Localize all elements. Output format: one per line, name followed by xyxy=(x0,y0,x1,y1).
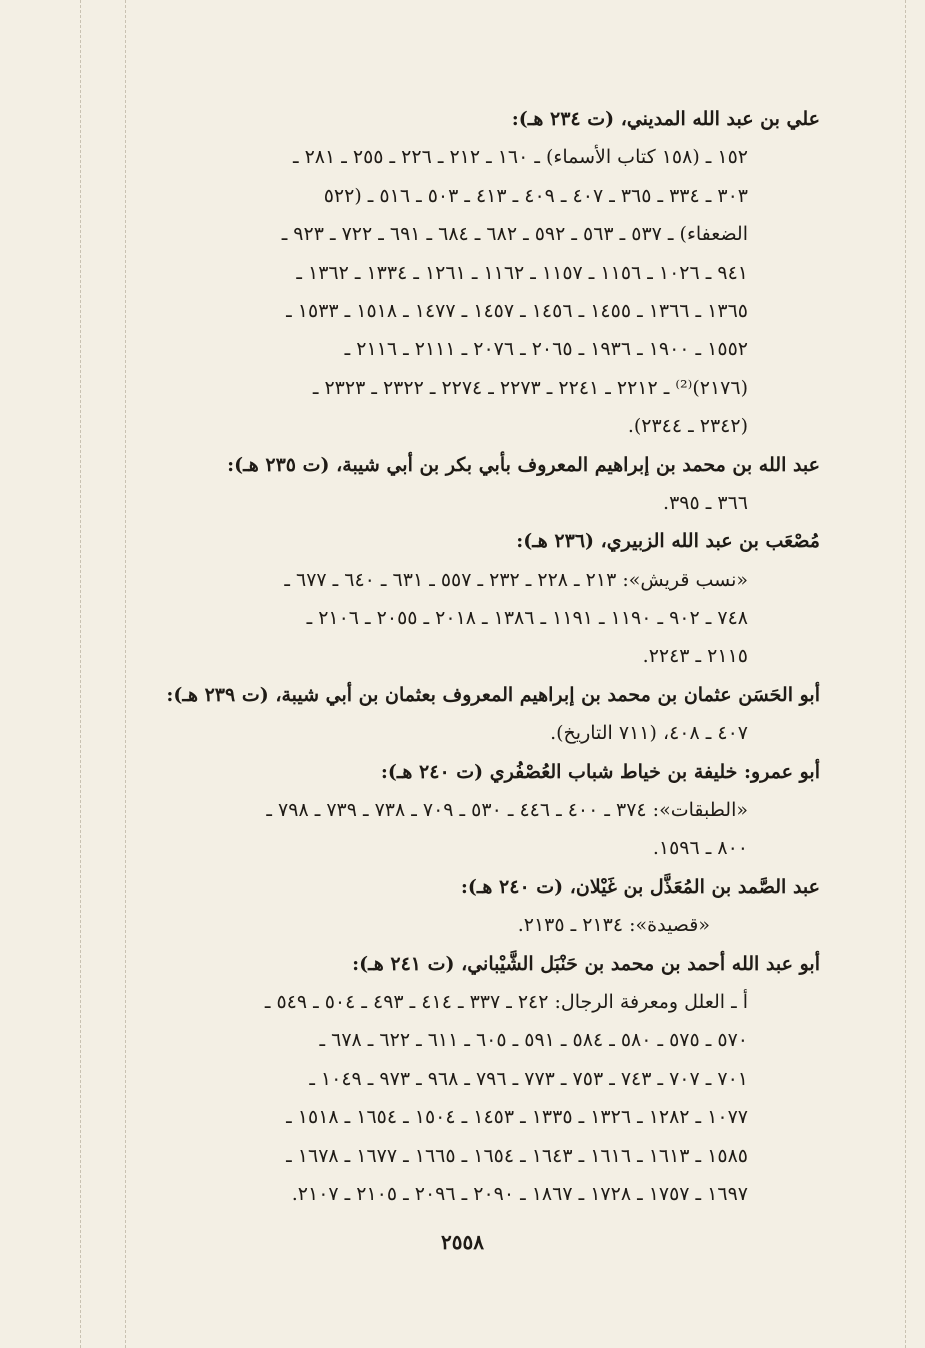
entry-heading: أبو الحَسَن عثمان بن محمد بن إبراهيم المعروف بعثمان بن أبي شيبة، (ت ٢٣٩ هـ): xyxy=(166,683,820,706)
entry-line: «نسب قريش»: ٢١٣ ـ ٢٢٨ ـ ٢٣٢ ـ ٥٥٧ ـ ٦٣١ ـ ٦٤٠ ـ ٦٧٧ ـ xyxy=(284,568,748,591)
entry-heading: عبد الصَّمد بن المُعَذَّل بن غَيْلان، (ت ٢٤٠ هـ): xyxy=(460,875,820,898)
margin-rule-right xyxy=(905,0,906,1348)
entry-line: ٩٤١ ـ ١٠٢٦ ـ ١١٥٦ ـ ١١٥٧ ـ ١١٦٢ ـ ١٢٦١ ـ ١٣٣٤ ـ ١٣٦٢ ـ xyxy=(296,261,748,284)
entry-heading: عبد الله بن محمد بن إبراهيم المعروف بأبي بكر بن أبي شيبة، (ت ٢٣٥ هـ): xyxy=(227,453,820,476)
entry-line: ١٥٢ ـ (١٥٨ كتاب الأسماء) ـ ١٦٠ ـ ٢١٢ ـ ٢٢٦ ـ ٢٥٥ ـ ٢٨١ ـ xyxy=(292,146,748,169)
entry-line: ١٣٦٥ ـ ١٣٦٦ ـ ١٤٥٥ ـ ١٤٥٦ ـ ١٤٥٧ ـ ١٤٧٧ ـ ١٥١٨ ـ ١٥٣٣ ـ xyxy=(286,299,748,322)
entry-line: ٧٠١ ـ ٧٠٧ ـ ٧٤٣ ـ ٧٥٣ ـ ٧٧٣ ـ ٧٩٦ ـ ٩٦٨ ـ ٩٧٣ ـ ١٠٤٩ ـ xyxy=(309,1067,748,1090)
entry-line: ١٥٨٥ ـ ١٦١٣ ـ ١٦١٦ ـ ١٦٤٣ ـ ١٦٥٤ ـ ١٦٦٥ ـ ١٦٧٧ ـ ١٦٧٨ ـ xyxy=(286,1144,748,1167)
entry-heading: أبو عبد الله أحمد بن محمد بن حَنْبَل الشَّيْباني، (ت ٢٤١ هـ): xyxy=(352,952,820,975)
entry-line: ٣٠٣ ـ ٣٣٤ ـ ٣٦٥ ـ ٤٠٧ ـ ٤٠٩ ـ ٤١٣ ـ ٥٠٣ ـ ٥١٦ ـ (٥٢٢ xyxy=(323,184,748,207)
page-number: ٢٥٥٨ xyxy=(441,1230,484,1254)
entry-heading: أبو عمرو: خليفة بن خياط شباب العُصْفُري (ت ٢٤٠ هـ): xyxy=(380,760,820,783)
entry-line: ٥٧٠ ـ ٥٧٥ ـ ٥٨٠ ـ ٥٨٤ ـ ٥٩١ ـ ٦٠٥ ـ ٦١١ ـ ٦٢٢ ـ ٦٧٨ ـ xyxy=(319,1029,748,1052)
entry-line: أ ـ العلل ومعرفة الرجال: ٢٤٢ ـ ٣٣٧ ـ ٤١٤ ـ ٤٩٣ ـ ٥٠٤ ـ ٥٤٩ ـ xyxy=(264,990,748,1013)
entry-line: ٢١١٥ ـ ٢٢٤٣. xyxy=(642,645,748,668)
entry-line: ٨٠٠ ـ ١٥٩٦. xyxy=(652,837,748,860)
entry-line: «قصيدة»: ٢١٣٤ ـ ٢١٣٥. xyxy=(517,914,710,937)
entry-line: (٢٣٤٢ ـ ٢٣٤٤). xyxy=(627,415,748,438)
margin-rule-left xyxy=(80,0,81,1348)
entry-line: «الطبقات»: ٣٧٤ ـ ٤٠٠ ـ ٤٤٦ ـ ٥٣٠ ـ ٧٠٩ ـ ٧٣٨ ـ ٧٣٩ ـ ٧٩٨ ـ xyxy=(266,799,748,822)
entry-line: ١٠٧٧ ـ ١٢٨٢ ـ ١٣٢٦ ـ ١٣٣٥ ـ ١٤٥٣ ـ ١٥٠٤ ـ ١٦٥٤ ـ ١٥١٨ ـ xyxy=(286,1106,748,1129)
entry-line: ٣٦٦ ـ ٣٩٥. xyxy=(663,491,748,514)
entry-line: الضعفاء) ـ ٥٣٧ ـ ٥٦٣ ـ ٥٩٢ ـ ٦٨٢ ـ ٦٨٤ ـ ٦٩١ ـ ٧٢٢ ـ ٩٢٣ ـ xyxy=(281,223,748,246)
entry-line: ١٥٥٢ ـ ١٩٠٠ ـ ١٩٣٦ ـ ٢٠٦٥ ـ ٢٠٧٦ ـ ٢١١١ ـ ٢١١٦ ـ xyxy=(344,338,748,361)
entry-line: ١٦٩٧ ـ ١٧٥٧ ـ ١٧٢٨ ـ ١٨٦٧ ـ ٢٠٩٠ ـ ٢٠٩٦ ـ ٢١٠٥ ـ ٢١٠٧. xyxy=(291,1182,748,1205)
entry-line: ٤٠٧ ـ ٤٠٨، (٧١١ التاريخ). xyxy=(550,722,748,745)
entry-heading: مُصْعَب بن عبد الله الزبيري، (٢٣٦ هـ): xyxy=(516,530,820,553)
index-page xyxy=(110,100,820,1213)
entry-line: (٢١٧٦)⁽²⁾ ـ ٢٢١٢ ـ ٢٢٤١ ـ ٢٢٧٣ ـ ٢٢٧٤ ـ ٢٣٢٢ ـ ٢٣٢٣ ـ xyxy=(312,376,748,399)
entry-line: ٧٤٨ ـ ٩٠٢ ـ ١١٩٠ ـ ١١٩١ ـ ١٣٨٦ ـ ٢٠١٨ ـ ٢٠٥٥ ـ ٢١٠٦ ـ xyxy=(306,607,748,630)
entry-heading: علي بن عبد الله المديني، (ت ٢٣٤ هـ): xyxy=(511,108,820,130)
